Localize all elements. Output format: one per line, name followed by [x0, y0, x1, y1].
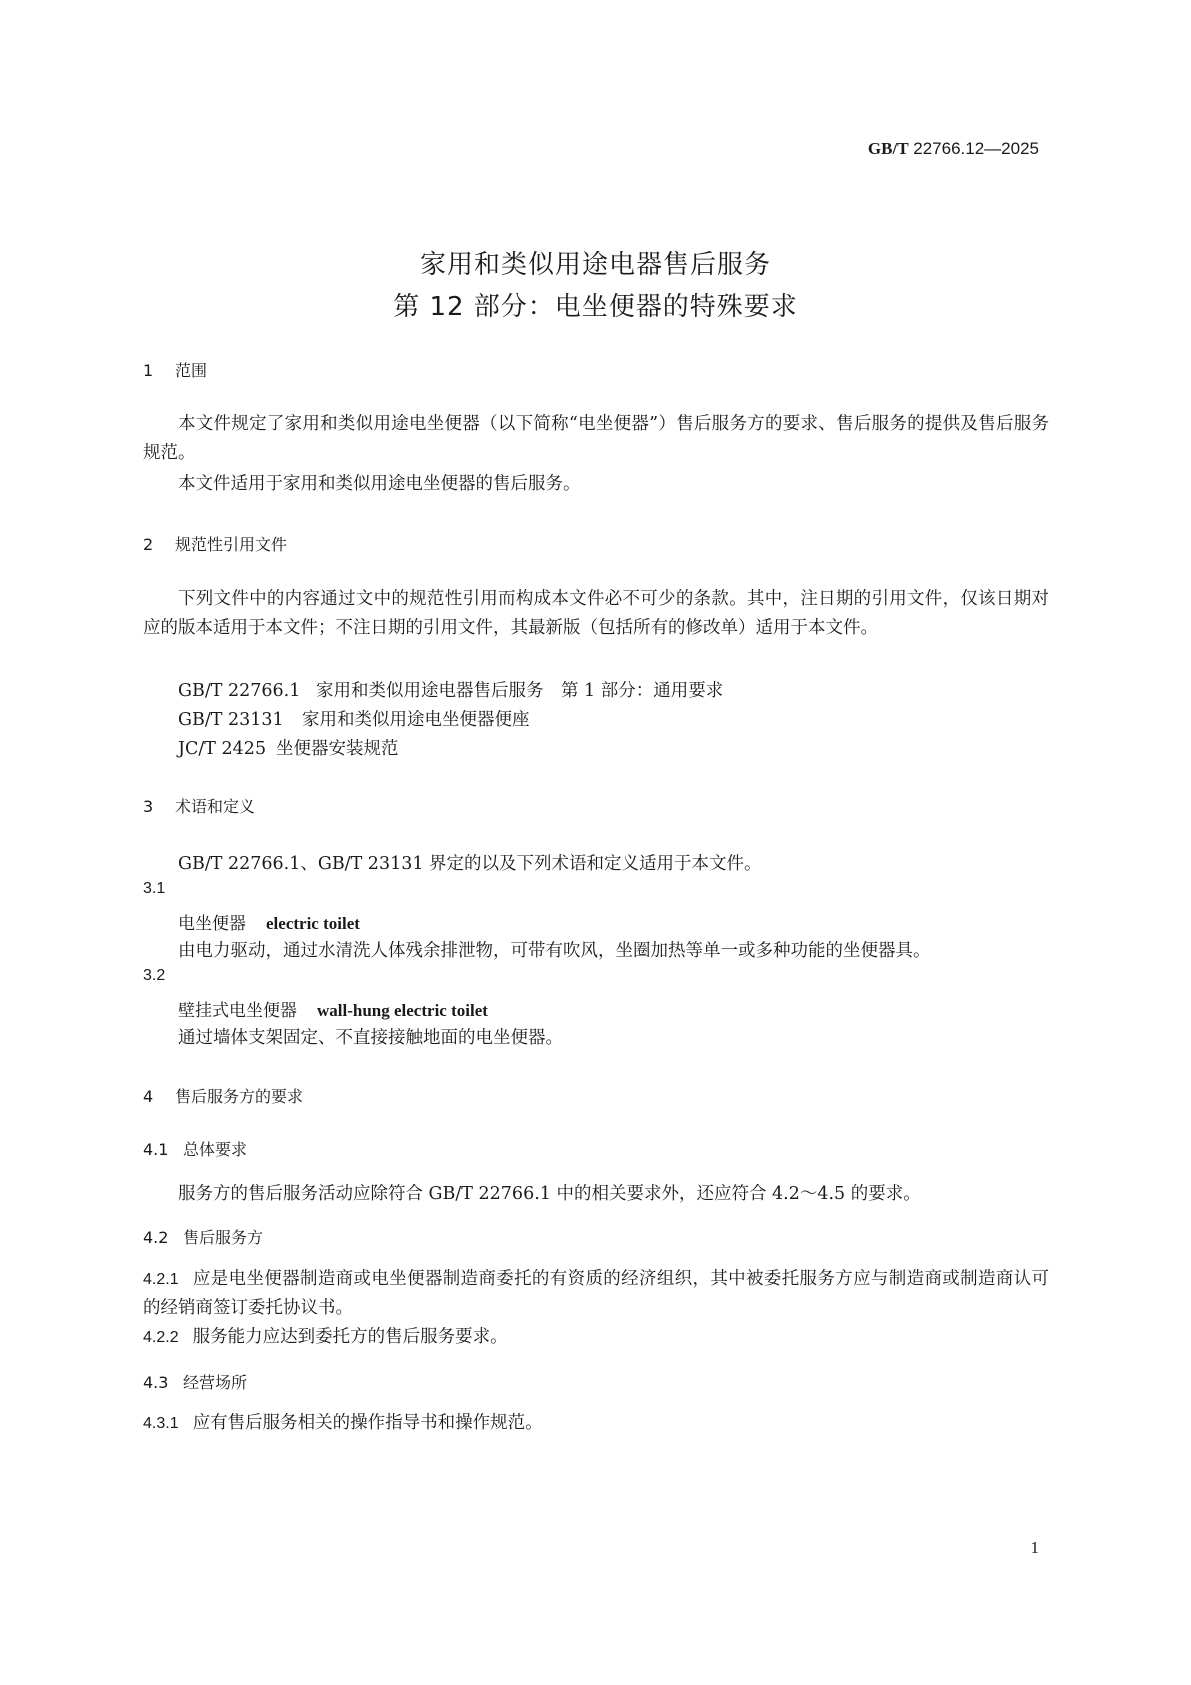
section-title: 范围: [175, 361, 208, 380]
document-subtitle: 第 12 部分：电坐便器的特殊要求: [393, 292, 798, 322]
subsection-4-1-heading: [143, 1137, 247, 1160]
section-2-paragraph-1: 下列文件中的内容通过文中的规范性引用而构成本文件必不可少的条款。其中，注日期的引用文件，仅该日期对应的版本适用于本文件；不注日期的引用文件，其最新版（包括所有的修改单）适用于本文件。: [143, 589, 1049, 638]
clause-text: 应有售后服务相关的操作指导书和操作规范。: [192, 1413, 543, 1433]
subsection-number: 4.3: [143, 1373, 169, 1392]
normative-reference: [178, 706, 530, 731]
term-chinese: 电坐便器: [178, 914, 246, 934]
section-title: 术语和定义: [175, 797, 256, 816]
document-code: [868, 139, 1039, 159]
term-entry: [178, 996, 488, 1021]
section-number: 1: [143, 361, 154, 380]
reference-code: GB/T 23131: [178, 710, 284, 730]
term-english: electric toilet: [266, 914, 360, 933]
subsection-4-1-paragraph: 服务方的售后服务活动应除符合 GB/T 22766.1 中的相关要求外，还应符合 4.2～4.5 的要求。: [178, 1184, 921, 1204]
reference-code: GB/T 22766.1: [178, 681, 301, 701]
subsection-4-2-heading: [143, 1225, 263, 1248]
normative-reference: [178, 677, 723, 702]
document-code-prefix: GB/T: [867, 139, 909, 158]
section-2-heading: [143, 532, 287, 555]
section-number: 3: [143, 797, 154, 816]
subsection-number: 4.1: [143, 1140, 169, 1159]
clause-4-3-1: [143, 1409, 1049, 1438]
clause-text: 应是电坐便器制造商或电坐便器制造商委托的有资质的经济组织，其中被委托服务方应与制造商或制造商认可的经销商签订委托协议书。: [143, 1269, 1049, 1318]
clause-text: 服务能力应达到委托方的售后服务要求。: [192, 1327, 508, 1347]
term-definition: 由电力驱动，通过水清洗人体残余排泄物，可带有吹风，坐圈加热等单一或多种功能的坐便器具。: [178, 941, 931, 961]
section-1-paragraph-2: 本文件适用于家用和类似用途电坐便器的售后服务。: [178, 474, 581, 494]
term-english: wall-hung electric toilet: [317, 1001, 488, 1020]
term-number: 3.1: [143, 880, 166, 897]
clause-number: 4.2.1: [143, 1271, 179, 1288]
clause-number: 4.2.2: [143, 1329, 179, 1346]
subsection-number: 4.2: [143, 1228, 169, 1247]
normative-reference: [178, 735, 399, 760]
term-definition: 通过墙体支架固定、不直接接触地面的电坐便器。: [178, 1028, 563, 1048]
term-entry: [178, 909, 360, 934]
subsection-title: 经营场所: [183, 1373, 248, 1392]
reference-title: 家用和类似用途电器售后服务 第 1 部分：通用要求: [316, 681, 724, 701]
term-chinese: 壁挂式电坐便器: [178, 1001, 297, 1021]
clause-4-2-1: [143, 1265, 1049, 1323]
subsection-title: 售后服务方: [183, 1228, 264, 1247]
term-number: 3.2: [143, 967, 166, 984]
section-4-heading: [143, 1084, 303, 1107]
reference-title: 家用和类似用途电坐便器便座: [302, 710, 530, 730]
subsection-title: 总体要求: [183, 1140, 248, 1159]
page-number: 1: [1030, 1538, 1039, 1557]
section-title: 规范性引用文件: [175, 535, 288, 554]
section-3-paragraph-1: GB/T 22766.1、GB/T 23131 界定的以及下列术语和定义适用于本文件。: [178, 854, 762, 874]
reference-code: JC/T 2425: [178, 739, 267, 759]
reference-title: 坐便器安装规范: [276, 739, 399, 759]
section-title: 售后服务方的要求: [175, 1087, 304, 1106]
section-number: 4: [143, 1087, 154, 1106]
clause-number: 4.3.1: [143, 1415, 179, 1432]
document-code-number: 22766.12—2025: [913, 139, 1039, 158]
section-1-paragraph-1: 本文件规定了家用和类似用途电坐便器（以下简称“电坐便器”）售后服务方的要求、售后服务的提供及售后服务规范。: [143, 414, 1049, 463]
section-1-heading: [143, 358, 207, 381]
section-number: 2: [143, 535, 154, 554]
document-title: 家用和类似用途电器售后服务: [419, 250, 771, 280]
subsection-4-3-heading: [143, 1370, 247, 1393]
clause-4-2-2: [143, 1323, 1049, 1352]
section-3-heading: [143, 794, 255, 817]
